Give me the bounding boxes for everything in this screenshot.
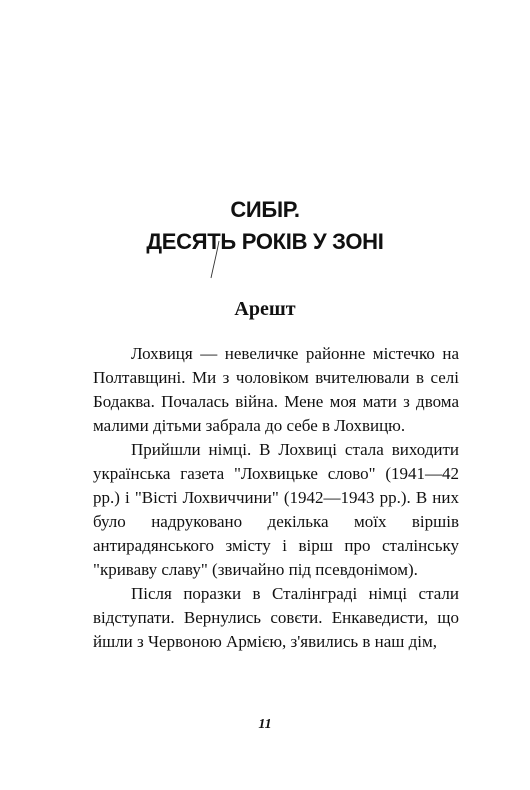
section-heading: Арешт	[234, 298, 296, 320]
chapter-title-line-2: ДЕСЯТЬ РОКІВ У ЗОНІ	[146, 229, 384, 254]
chapter-title-line-1: СИБІР.	[230, 197, 300, 222]
body-text	[93, 342, 459, 654]
paragraph-3: Після поразки в Сталінграді німці стали відступати. Вернулись совєти. Енкаведисти, що йшли з Червоною Армією, з'явились в наш дім,	[93, 584, 459, 651]
paragraph-2: Прийшли німці. В Лохвиці стала виходити українська газета "Лохвицьке слово" (1941—42 рр.) і "Вісті Лохвиччини" (1942—1943 рр.). В них було надруковано декілька моїх віршів антирадянського змісту і вірш про сталінську "криваву славу" (звичайно під псевдонімом).	[93, 440, 459, 579]
pen-mark-icon	[208, 240, 222, 280]
page-number: 11	[258, 717, 272, 732]
paragraph-1: Лохвиця — невеличке районне містечко на Полтавщині. Ми з чоловіком вчителювали в селі Бодаква. Почалась війна. Мене моя мати з двома малими дітьми забрала до себе в Лохвицю.	[93, 344, 459, 435]
